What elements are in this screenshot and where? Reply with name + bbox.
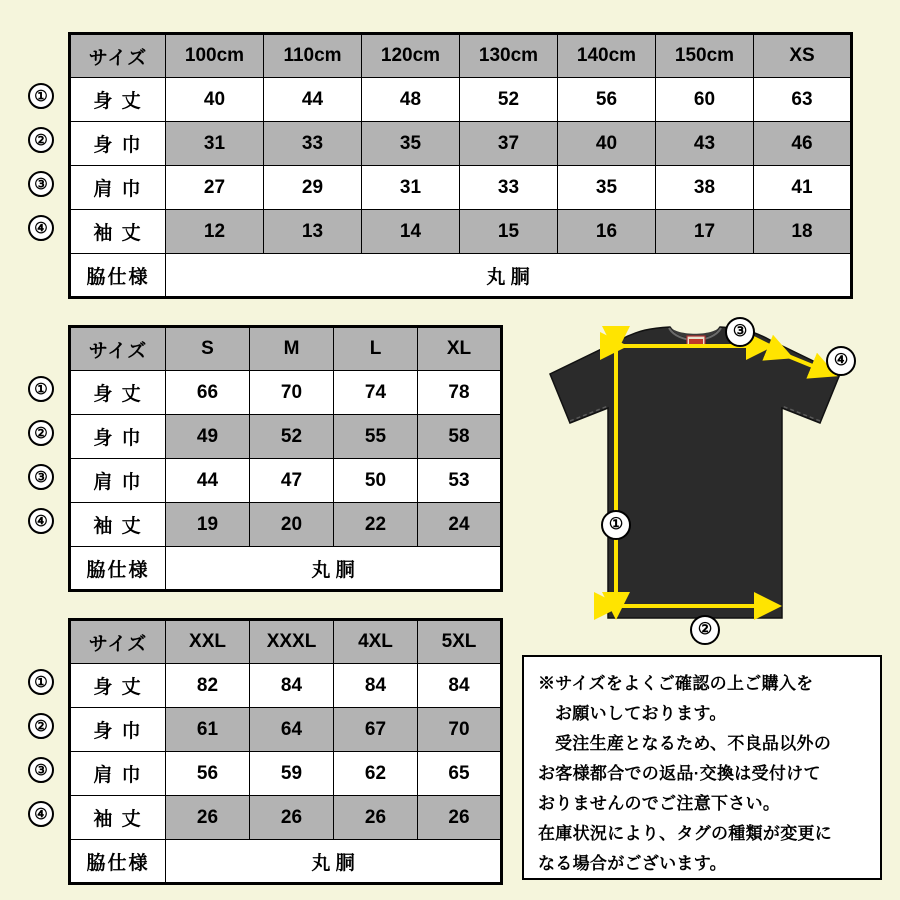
table-cell: 52 — [250, 415, 334, 459]
table-footer-row — [70, 254, 852, 298]
row-marker-shoulder-width: ③ — [28, 464, 54, 490]
table-cell: 31 — [166, 122, 264, 166]
table-header-row — [70, 327, 502, 371]
column-header: 5XL — [418, 620, 502, 664]
table-cell: 35 — [362, 122, 460, 166]
table-cell: 41 — [754, 166, 852, 210]
table-row — [70, 708, 502, 752]
table-cell: 17 — [656, 210, 754, 254]
column-header: XXL — [166, 620, 250, 664]
column-header: 140cm — [558, 34, 656, 78]
row-label: 身 丈 — [70, 371, 166, 415]
table-cell: 37 — [460, 122, 558, 166]
column-header: 130cm — [460, 34, 558, 78]
table-cell: 65 — [418, 752, 502, 796]
note-line: ※サイズをよくご確認の上ご購入を — [538, 674, 814, 693]
diagram-marker-shoulder-width: ③ — [725, 317, 755, 347]
size-table-adult-wrapper — [34, 325, 503, 592]
table-cell: 48 — [362, 78, 460, 122]
footer-label: 脇仕様 — [70, 254, 166, 298]
table-cell: 49 — [166, 415, 250, 459]
row-label: 肩 巾 — [70, 166, 166, 210]
row-label: 身 巾 — [70, 415, 166, 459]
footer-label: 脇仕様 — [70, 547, 166, 591]
table-cell: 62 — [334, 752, 418, 796]
column-header: 110cm — [264, 34, 362, 78]
footer-value: 丸 胴 — [166, 254, 852, 298]
row-label: 身 丈 — [70, 78, 166, 122]
table-row — [70, 796, 502, 840]
table-header-row — [70, 620, 502, 664]
table-cell: 78 — [418, 371, 502, 415]
column-header: 4XL — [334, 620, 418, 664]
table-cell: 56 — [166, 752, 250, 796]
table-cell: 74 — [334, 371, 418, 415]
column-header: L — [334, 327, 418, 371]
footer-label: 脇仕様 — [70, 840, 166, 884]
table-cell: 70 — [250, 371, 334, 415]
table-cell: 31 — [362, 166, 460, 210]
row-marker-body-length: ① — [28, 376, 54, 402]
row-marker-shoulder-width: ③ — [28, 171, 54, 197]
purchase-note-box — [522, 655, 882, 880]
brand-tag-stripe — [689, 339, 703, 344]
table-row — [70, 122, 852, 166]
column-header: XS — [754, 34, 852, 78]
table-cell: 84 — [334, 664, 418, 708]
note-line: なる場合がございます。 — [538, 854, 727, 873]
table-cell: 16 — [558, 210, 656, 254]
table-cell: 44 — [264, 78, 362, 122]
note-line: おりませんのでご注意下さい。 — [538, 794, 781, 813]
note-line: 在庫状況により、タグの種類が変更に — [538, 824, 833, 843]
table-cell: 84 — [418, 664, 502, 708]
row-marker-body-width: ② — [28, 420, 54, 446]
table-cell: 24 — [418, 503, 502, 547]
size-table-adult — [68, 325, 503, 592]
table-cell: 58 — [418, 415, 502, 459]
table-row — [70, 210, 852, 254]
table-cell: 40 — [558, 122, 656, 166]
table-cell: 33 — [264, 122, 362, 166]
table-footer-row — [70, 840, 502, 884]
table-cell: 12 — [166, 210, 264, 254]
footer-value: 丸 胴 — [166, 547, 502, 591]
table-cell: 60 — [656, 78, 754, 122]
row-marker-body-length: ① — [28, 83, 54, 109]
table-cell: 59 — [250, 752, 334, 796]
table-row — [70, 78, 852, 122]
size-table-kids — [68, 32, 853, 299]
row-marker-body-length: ① — [28, 669, 54, 695]
note-line: お客様都合での返品·交換は受付けて — [538, 764, 821, 783]
tshirt-measurement-diagram — [520, 318, 890, 648]
column-header: XL — [418, 327, 502, 371]
row-marker-sleeve-length: ④ — [28, 508, 54, 534]
note-line: お願いしております。 — [555, 704, 727, 723]
table-cell: 44 — [166, 459, 250, 503]
column-header: サイズ — [70, 327, 166, 371]
table-cell: 47 — [250, 459, 334, 503]
column-header: XXXL — [250, 620, 334, 664]
row-label: 袖 丈 — [70, 503, 166, 547]
table-cell: 82 — [166, 664, 250, 708]
table-cell: 20 — [250, 503, 334, 547]
column-header: サイズ — [70, 34, 166, 78]
column-header: 100cm — [166, 34, 264, 78]
table-cell: 18 — [754, 210, 852, 254]
table-row — [70, 166, 852, 210]
table-cell: 66 — [166, 371, 250, 415]
table-cell: 84 — [250, 664, 334, 708]
column-header: 150cm — [656, 34, 754, 78]
diagram-marker-body-width: ② — [690, 615, 720, 645]
diagram-marker-sleeve-length: ④ — [826, 346, 856, 376]
row-label: 身 巾 — [70, 122, 166, 166]
table-cell: 61 — [166, 708, 250, 752]
size-table-large — [68, 618, 503, 885]
table-cell: 26 — [250, 796, 334, 840]
table-cell: 26 — [166, 796, 250, 840]
table-cell: 46 — [754, 122, 852, 166]
table-cell: 40 — [166, 78, 264, 122]
table-cell: 70 — [418, 708, 502, 752]
table-cell: 26 — [334, 796, 418, 840]
row-label: 袖 丈 — [70, 796, 166, 840]
size-table-kids-wrapper — [34, 32, 853, 299]
table-cell: 14 — [362, 210, 460, 254]
table-cell: 33 — [460, 166, 558, 210]
row-marker-body-width: ② — [28, 127, 54, 153]
row-marker-shoulder-width: ③ — [28, 757, 54, 783]
table-cell: 52 — [460, 78, 558, 122]
table-cell: 67 — [334, 708, 418, 752]
table-cell: 19 — [166, 503, 250, 547]
diagram-marker-body-length: ① — [601, 510, 631, 540]
table-cell: 35 — [558, 166, 656, 210]
table-row — [70, 459, 502, 503]
table-cell: 27 — [166, 166, 264, 210]
row-label: 袖 丈 — [70, 210, 166, 254]
table-cell: 63 — [754, 78, 852, 122]
row-label: 身 巾 — [70, 708, 166, 752]
row-label: 肩 巾 — [70, 459, 166, 503]
table-row — [70, 415, 502, 459]
table-cell: 26 — [418, 796, 502, 840]
column-header: 120cm — [362, 34, 460, 78]
table-footer-row — [70, 547, 502, 591]
table-cell: 55 — [334, 415, 418, 459]
size-table-large-wrapper — [34, 618, 503, 885]
table-cell: 29 — [264, 166, 362, 210]
table-cell: 13 — [264, 210, 362, 254]
column-header: M — [250, 327, 334, 371]
row-marker-sleeve-length: ④ — [28, 801, 54, 827]
table-row — [70, 752, 502, 796]
row-label: 肩 巾 — [70, 752, 166, 796]
table-cell: 64 — [250, 708, 334, 752]
table-cell: 43 — [656, 122, 754, 166]
table-cell: 56 — [558, 78, 656, 122]
row-marker-body-width: ② — [28, 713, 54, 739]
table-cell: 15 — [460, 210, 558, 254]
table-row — [70, 503, 502, 547]
note-line: 受注生産となるため、不良品以外の — [555, 734, 832, 753]
table-header-row — [70, 34, 852, 78]
table-cell: 38 — [656, 166, 754, 210]
row-marker-sleeve-length: ④ — [28, 215, 54, 241]
column-header: S — [166, 327, 250, 371]
table-cell: 22 — [334, 503, 418, 547]
table-cell: 53 — [418, 459, 502, 503]
footer-value: 丸 胴 — [166, 840, 502, 884]
table-cell: 50 — [334, 459, 418, 503]
column-header: サイズ — [70, 620, 166, 664]
row-label: 身 丈 — [70, 664, 166, 708]
tshirt-silhouette — [550, 327, 840, 618]
table-row — [70, 371, 502, 415]
table-row — [70, 664, 502, 708]
